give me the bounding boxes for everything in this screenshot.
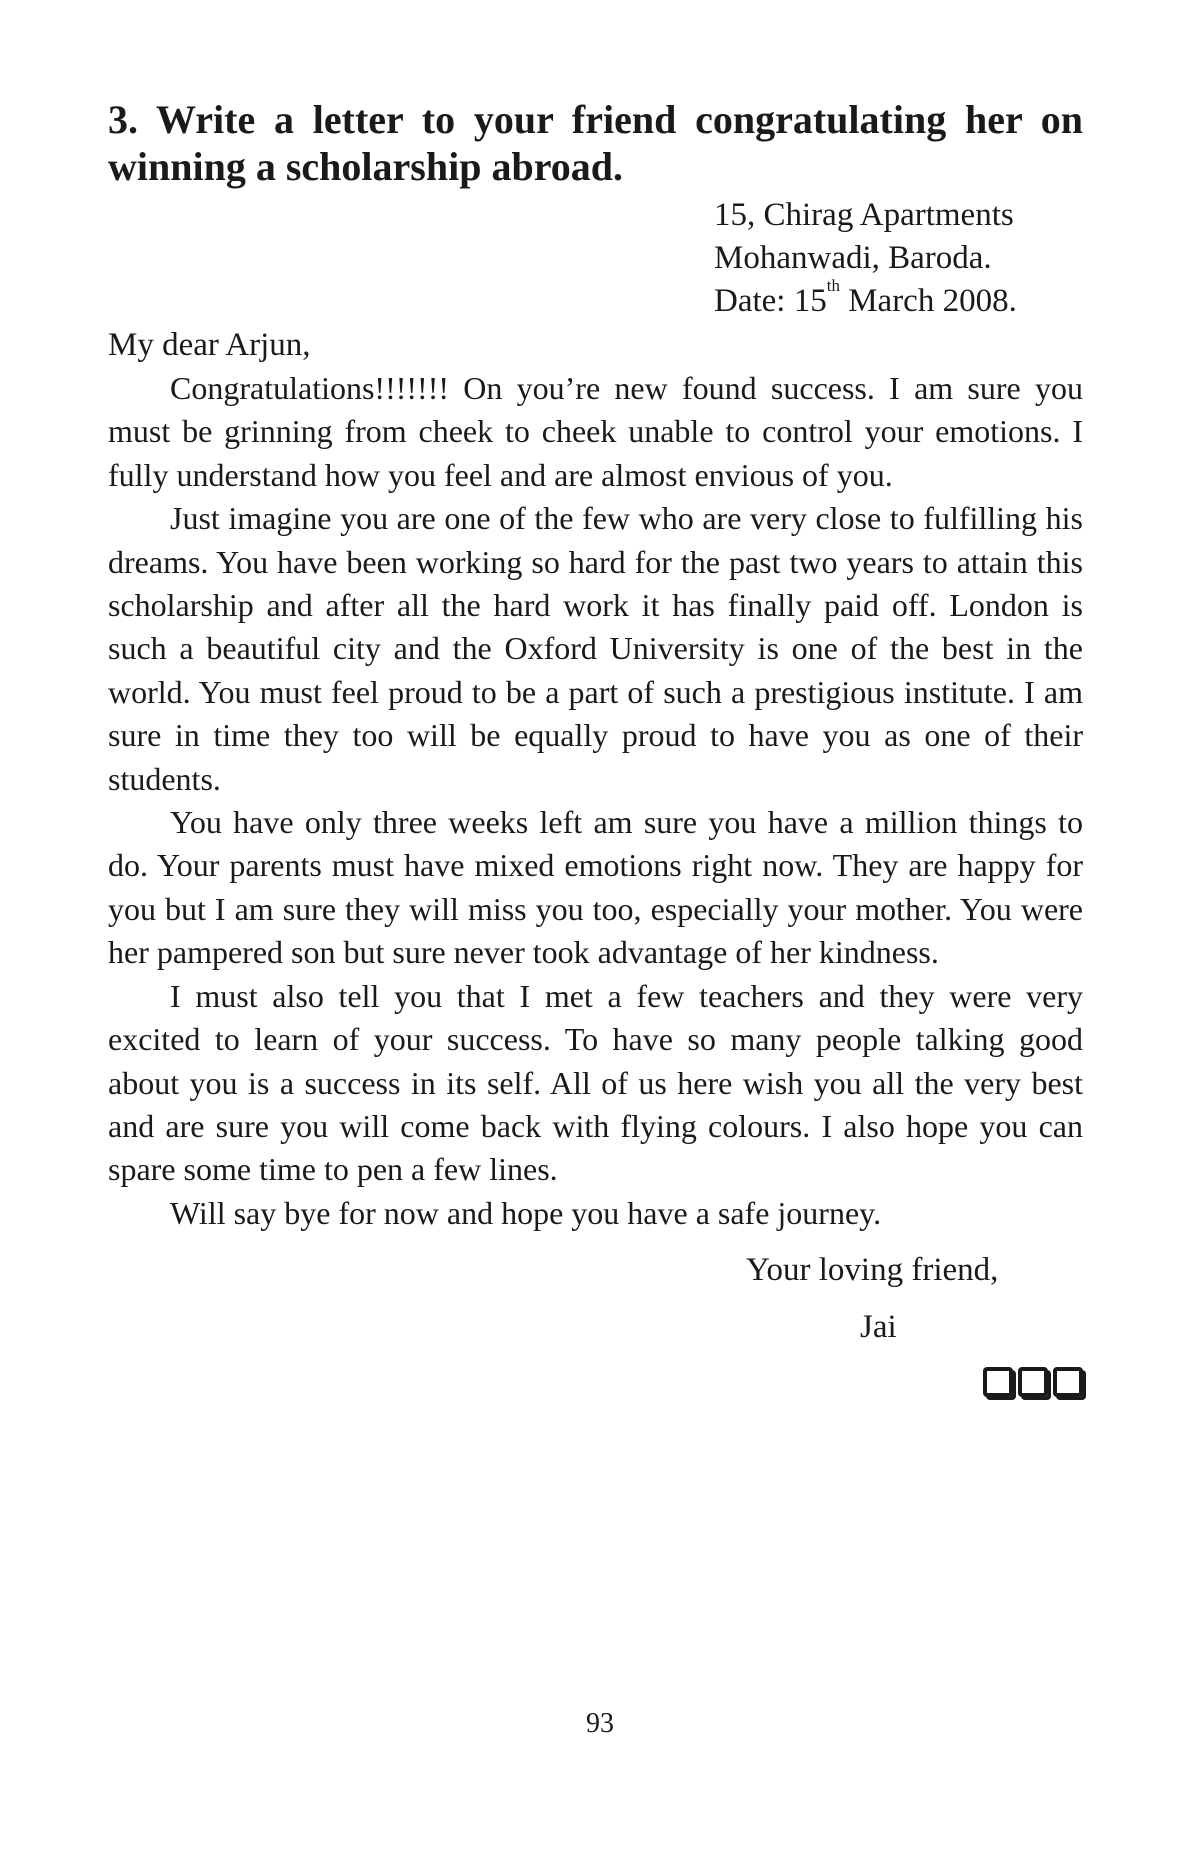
end-box-icon bbox=[1018, 1367, 1048, 1397]
date-prefix: Date: 15 bbox=[714, 283, 827, 319]
date-ordinal: th bbox=[826, 276, 840, 295]
page-number: 93 bbox=[586, 1708, 614, 1739]
letter-body bbox=[108, 367, 1083, 1235]
end-box-icon bbox=[1053, 1367, 1083, 1397]
question-line-1: 3. Write a letter to your friend congratulating her on bbox=[108, 97, 1083, 142]
body-paragraph: Will say bye for now and hope you have a safe journey. bbox=[170, 1194, 882, 1231]
body-paragraph: You have only three weeks left am sure you have a million things to do. Your parents must have mixed emotions right now. They are happy for you but I am sure they will miss you too, especially your mother. You were her pampered son but sure never took advantage of her kindness. bbox=[108, 804, 1083, 971]
closing: Your loving friend, bbox=[746, 1252, 999, 1289]
question-heading bbox=[108, 96, 1083, 190]
end-of-section-marks bbox=[108, 1367, 1083, 1401]
question-line-2: winning a scholarship abroad. bbox=[108, 144, 623, 189]
address-line-2: Mohanwadi, Baroda. bbox=[714, 240, 992, 276]
body-paragraph: I must also tell you that I met a few teachers and they were very excited to learn of your success. To have so many people talking good about you is a success in its self. All of us here wish you all the very best and are sure you will come back with flying colours. I also hope you can spare some time to pen a few lines. bbox=[108, 977, 1083, 1188]
salutation: My dear Arjun, bbox=[108, 327, 311, 363]
letter-date bbox=[714, 276, 1083, 323]
body-paragraph: Just imagine you are one of the few who are very close to fulfilling his dreams. You have been working so hard for the past two years to attain this scholarship and after all the hard work it has finally paid off. London is such a beautiful city and the Oxford University is one of the best in the world. You must feel proud to be a part of such a prestigious institute. I am sure in time they too will be equally proud to have you as one of their students. bbox=[108, 500, 1083, 797]
date-suffix: March 2008. bbox=[839, 283, 1017, 319]
body-paragraph: Congratulations!!!!!!! On you’re new found success. I am sure you must be grinning from cheek to cheek unable to control your emotions. I fully understand how you feel and are almost envious of you. bbox=[108, 370, 1083, 493]
signature: Jai bbox=[860, 1309, 897, 1346]
sender-address bbox=[714, 194, 1083, 323]
letter-page bbox=[108, 96, 1083, 1401]
end-box-icon bbox=[983, 1367, 1013, 1397]
address-line-1: 15, Chirag Apartments bbox=[714, 197, 1014, 233]
